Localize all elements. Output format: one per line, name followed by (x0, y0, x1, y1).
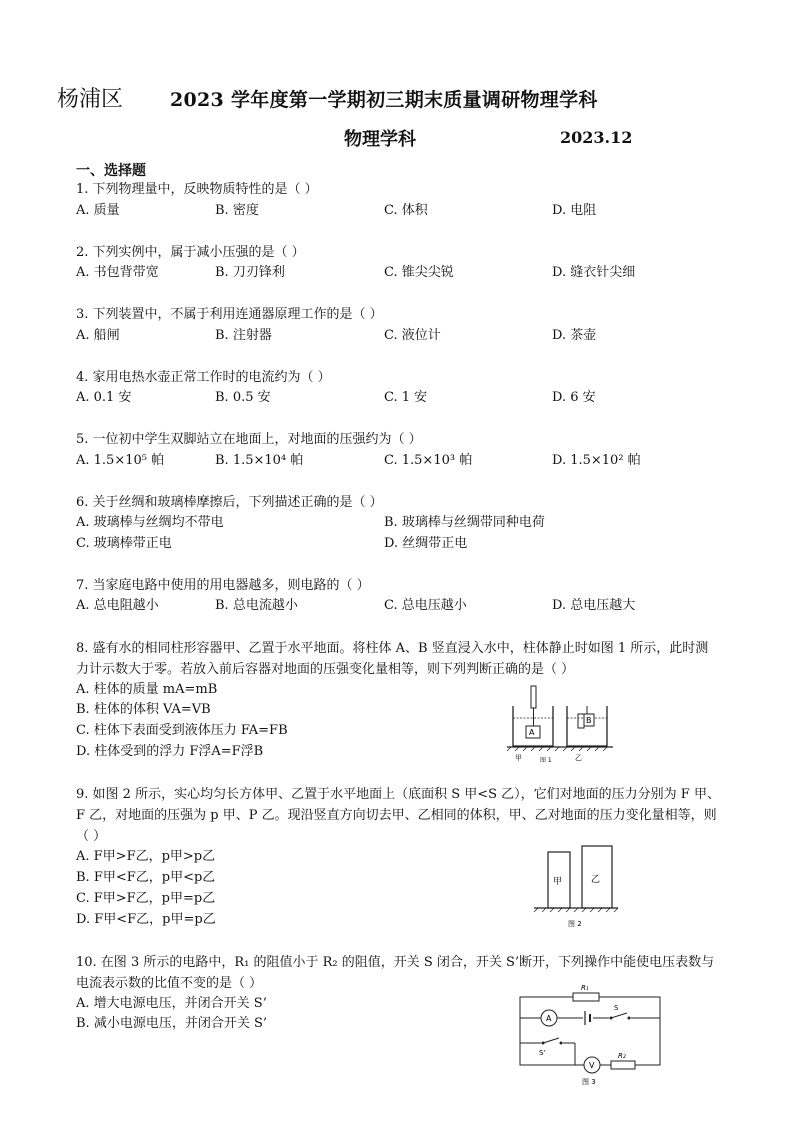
question-1-option-a: A. 质量 (76, 203, 120, 218)
question-4-option-d: D. 6 安 (552, 390, 596, 405)
question-8-stem: 8. 盛有水的相同柱形容器甲、乙置于水平地面。将柱体 A、B 竖直浸入水中，柱体静止时如图 1 所示，此时测力计示数大于零。若放入前后容器对地面的压强变化量相等，则下列判断正确的是（ ） (76, 641, 709, 677)
question-3-option-b: B. 注射器 (215, 328, 272, 343)
question-5-option-c: C. 1.5×10³ 帕 (384, 453, 473, 468)
question-3-option-d: D. 茶壶 (552, 328, 597, 343)
figure-3-label-ammeter: A (546, 1014, 552, 1023)
section-heading: 一、选择题 (76, 163, 146, 179)
question-9-option-a: A. F甲>F乙，p甲>p乙 (76, 849, 216, 864)
question-6-stem: 6. 关于丝绸和玻璃棒摩擦后，下列描述正确的是（ ） (76, 495, 383, 510)
question-10-option-b: B. 减小电源电压，并闭合开关 S’ (76, 1016, 267, 1031)
figure-1-label-b: B (586, 716, 592, 725)
question-3-option-c: C. 液位计 (384, 328, 441, 343)
question-8-option-d: D. 柱体受到的浮力 F浮A=F浮B (76, 744, 264, 759)
question-7-option-b: B. 总电流越小 (215, 598, 298, 613)
question-5-option-a: A. 1.5×10⁵ 帕 (76, 453, 165, 468)
question-4-option-b: B. 0.5 安 (215, 390, 271, 405)
exam-title: 2023 学年度第一学期初三期末质量调研物理学科 (170, 89, 598, 111)
question-9-option-c: C. F甲>F乙，p甲=p乙 (76, 891, 216, 906)
question-2-option-b: B. 刀刃锋利 (215, 265, 285, 280)
question-1-option-c: C. 体积 (384, 203, 428, 218)
figure-2-label-jia: 甲 (553, 877, 563, 887)
question-3-option-a: A. 船闸 (76, 328, 120, 343)
question-9-option-b: B. F甲<F乙，p甲<p乙 (76, 870, 216, 885)
question-7-option-d: D. 总电压越大 (552, 598, 636, 613)
figure-2-label-yi: 乙 (591, 875, 601, 885)
exam-date: 2023.12 (560, 128, 633, 147)
question-8-option-b: B. 柱体的体积 VA=VB (76, 702, 211, 717)
figure-3-label-r1: R₁ (581, 984, 589, 992)
figure-2-caption: 图 2 (568, 920, 582, 928)
question-8-option-a: A. 柱体的质量 mA=mB (76, 682, 218, 697)
figure-3-label-voltmeter: V (589, 1061, 595, 1070)
question-6-option-a: A. 玻璃棒与丝绸均不带电 (76, 515, 224, 530)
figure-3-circuit (515, 983, 665, 1087)
question-2-option-a: A. 书包背带宽 (76, 265, 159, 280)
figure-1-label-a: A (529, 728, 535, 737)
question-5-stem: 5. 一位初中学生双脚站立在地面上，对地面的压强约为（ ） (76, 432, 422, 447)
question-10-option-a: A. 增大电源电压，并闭合开关 S’ (76, 996, 267, 1011)
figure-1-label-yi: 乙 (575, 754, 582, 762)
figure-1-containers (505, 684, 615, 764)
question-1-stem: 1. 下列物理量中，反映物质特性的是（ ） (76, 182, 318, 197)
figure-3-label-r2: R₂ (618, 1052, 626, 1060)
question-7-stem: 7. 当家庭电路中使用的用电器越多，则电路的（ ） (76, 578, 370, 593)
question-5-option-d: D. 1.5×10² 帕 (552, 453, 641, 468)
question-6-option-b: B. 玻璃棒与丝绸带同种电荷 (384, 515, 545, 530)
question-4-option-c: C. 1 安 (384, 390, 428, 405)
question-1-option-d: D. 电阻 (552, 203, 597, 218)
question-10-stem: 10. 在图 3 所示的电路中，R₁ 的阻值小于 R₂ 的阻值，开关 S 闭合，开关 S’断开，下列操作中能使电压表数与电流表示数的比值不变的是（ ） (76, 955, 715, 991)
figure-1-label-jia: 甲 (515, 754, 522, 762)
question-2-option-c: C. 锥尖尖锐 (384, 265, 454, 280)
question-9-option-d: D. F甲<F乙，p甲=p乙 (76, 912, 216, 927)
figure-2-blocks (530, 842, 620, 930)
question-4-stem: 4. 家用电热水壶正常工作时的电流约为（ ） (76, 370, 331, 385)
figure-3-label-s-prime: S’ (539, 1049, 546, 1057)
question-6-option-c: C. 玻璃棒带正电 (76, 536, 172, 551)
district-label: 杨浦区 (57, 87, 124, 112)
question-6-option-d: D. 丝绸带正电 (384, 536, 468, 551)
question-5-option-b: B. 1.5×10⁴ 帕 (215, 453, 304, 468)
figure-1-caption: 图 1 (540, 757, 552, 764)
question-3-stem: 3. 下列装置中，不属于利用连通器原理工作的是（ ） (76, 307, 383, 322)
figure-3-label-s: S (614, 1004, 619, 1012)
question-1-option-b: B. 密度 (215, 203, 259, 218)
figure-3-caption: 图 3 (582, 1078, 596, 1086)
question-4-option-a: A. 0.1 安 (76, 390, 132, 405)
question-9-stem: 9. 如图 2 所示，实心均匀长方体甲、乙置于水平地面上（底面积 S 甲<S 乙），它们对地面的压力分别为 F 甲、F 乙，对地面的压强为 p 甲、P 乙。现沿竖直方向切去甲、乙相同的体积，甲、乙对地面的压力变化量相等，则（ ） (76, 787, 720, 844)
question-2-stem: 2. 下列实例中，属于减小压强的是（ ） (76, 245, 305, 260)
question-7-option-c: C. 总电压越小 (384, 598, 467, 613)
subject-label: 物理学科 (344, 129, 416, 150)
question-2-option-d: D. 缝衣针尖细 (552, 265, 636, 280)
question-8-option-c: C. 柱体下表面受到液体压力 FA=FB (76, 723, 288, 738)
question-7-option-a: A. 总电阻越小 (76, 598, 159, 613)
